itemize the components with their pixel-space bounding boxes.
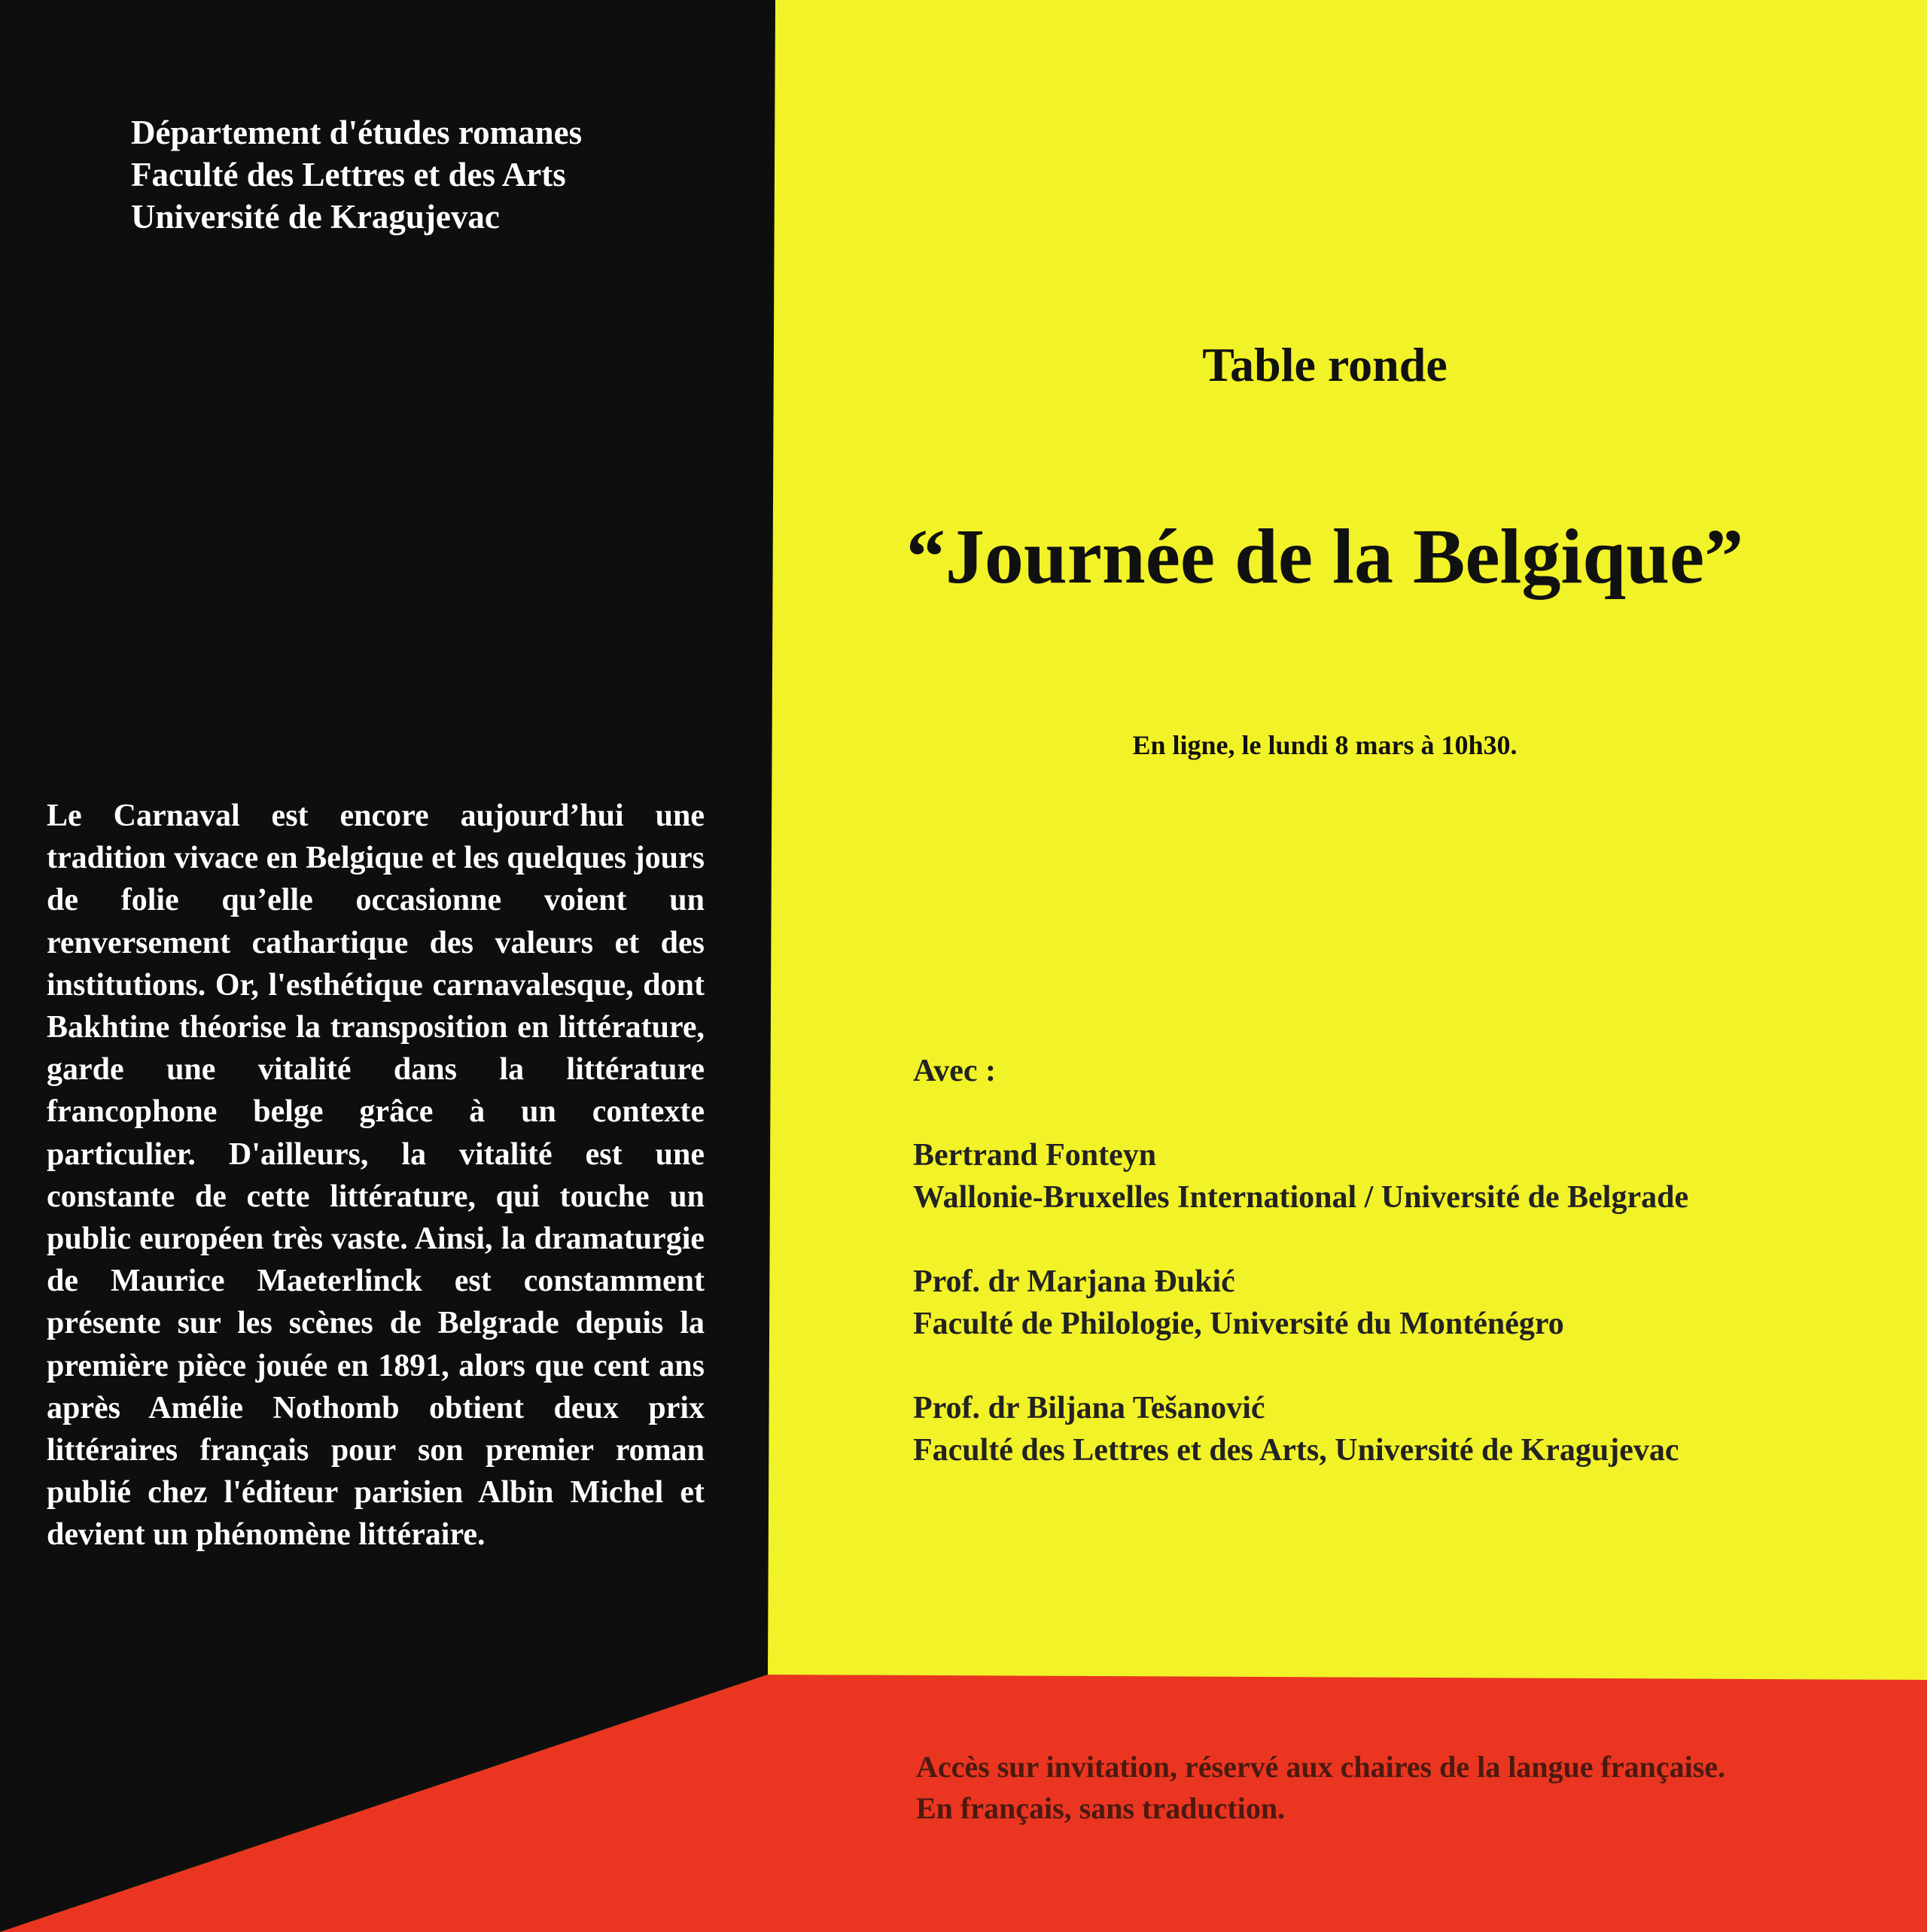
access-restriction: Accès sur invitation, réservé aux chaires de la langue française. xyxy=(916,1750,1726,1784)
speaker-name: Prof. dr Biljana Tešanović xyxy=(913,1391,1265,1425)
speaker-entry xyxy=(913,1387,1892,1471)
speakers-section xyxy=(913,1050,1892,1514)
event-description: Le Carnaval est encore aujourd’hui une tradition vivace en Belgique et les quelques jours de folie qu’elle occasionne voient un renversement cathartique des valeurs et des institutions. Or, l'esthétique carnavalesque, dont Bakhtine théorise la transposition en littérature, garde une vitalité dans la littérature francophone belge grâce à un contexte particulier. D'ailleurs, la vitalité est une constante de cette littérature, qui touche un public européen très vaste. Ainsi, la dramaturgie de Maurice Maeterlinck est constamment présente sur les scènes de Belgrade depuis la première pièce jouée en 1891, alors que cent ans après Amélie Nothomb obtient deux prix littéraires français pour son premier roman publié chez l'éditeur parisien Albin Michel et devient un phénomène littéraire. xyxy=(47,799,705,1553)
language-note: En français, sans traduction. xyxy=(916,1791,1286,1825)
event-title: “Journée de la Belgique” xyxy=(906,513,1744,600)
access-note xyxy=(916,1746,1895,1829)
speaker-affiliation: Wallonie-Bruxelles International / Université de Belgrade xyxy=(913,1180,1689,1215)
speaker-affiliation: Faculté des Lettres et des Arts, Université de Kragujevac xyxy=(913,1433,1679,1468)
faculty-name: Faculté des Lettres et des Arts xyxy=(131,156,566,193)
event-datetime: En ligne, le lundi 8 mars à 10h30. xyxy=(1132,730,1518,760)
speaker-entry xyxy=(913,1134,1892,1219)
speakers-intro: Avec : xyxy=(913,1054,996,1088)
speaker-entry xyxy=(913,1261,1892,1345)
event-type: Table ronde xyxy=(1202,338,1448,391)
department-header xyxy=(131,111,793,238)
university-name: Université de Kragujevac xyxy=(131,198,500,236)
department-name: Département d'études romanes xyxy=(131,114,583,151)
speaker-affiliation: Faculté de Philologie, Université du Monténégro xyxy=(913,1307,1564,1341)
speaker-name: Prof. dr Marjana Đukić xyxy=(913,1264,1235,1299)
speaker-name: Bertrand Fonteyn xyxy=(913,1138,1157,1173)
